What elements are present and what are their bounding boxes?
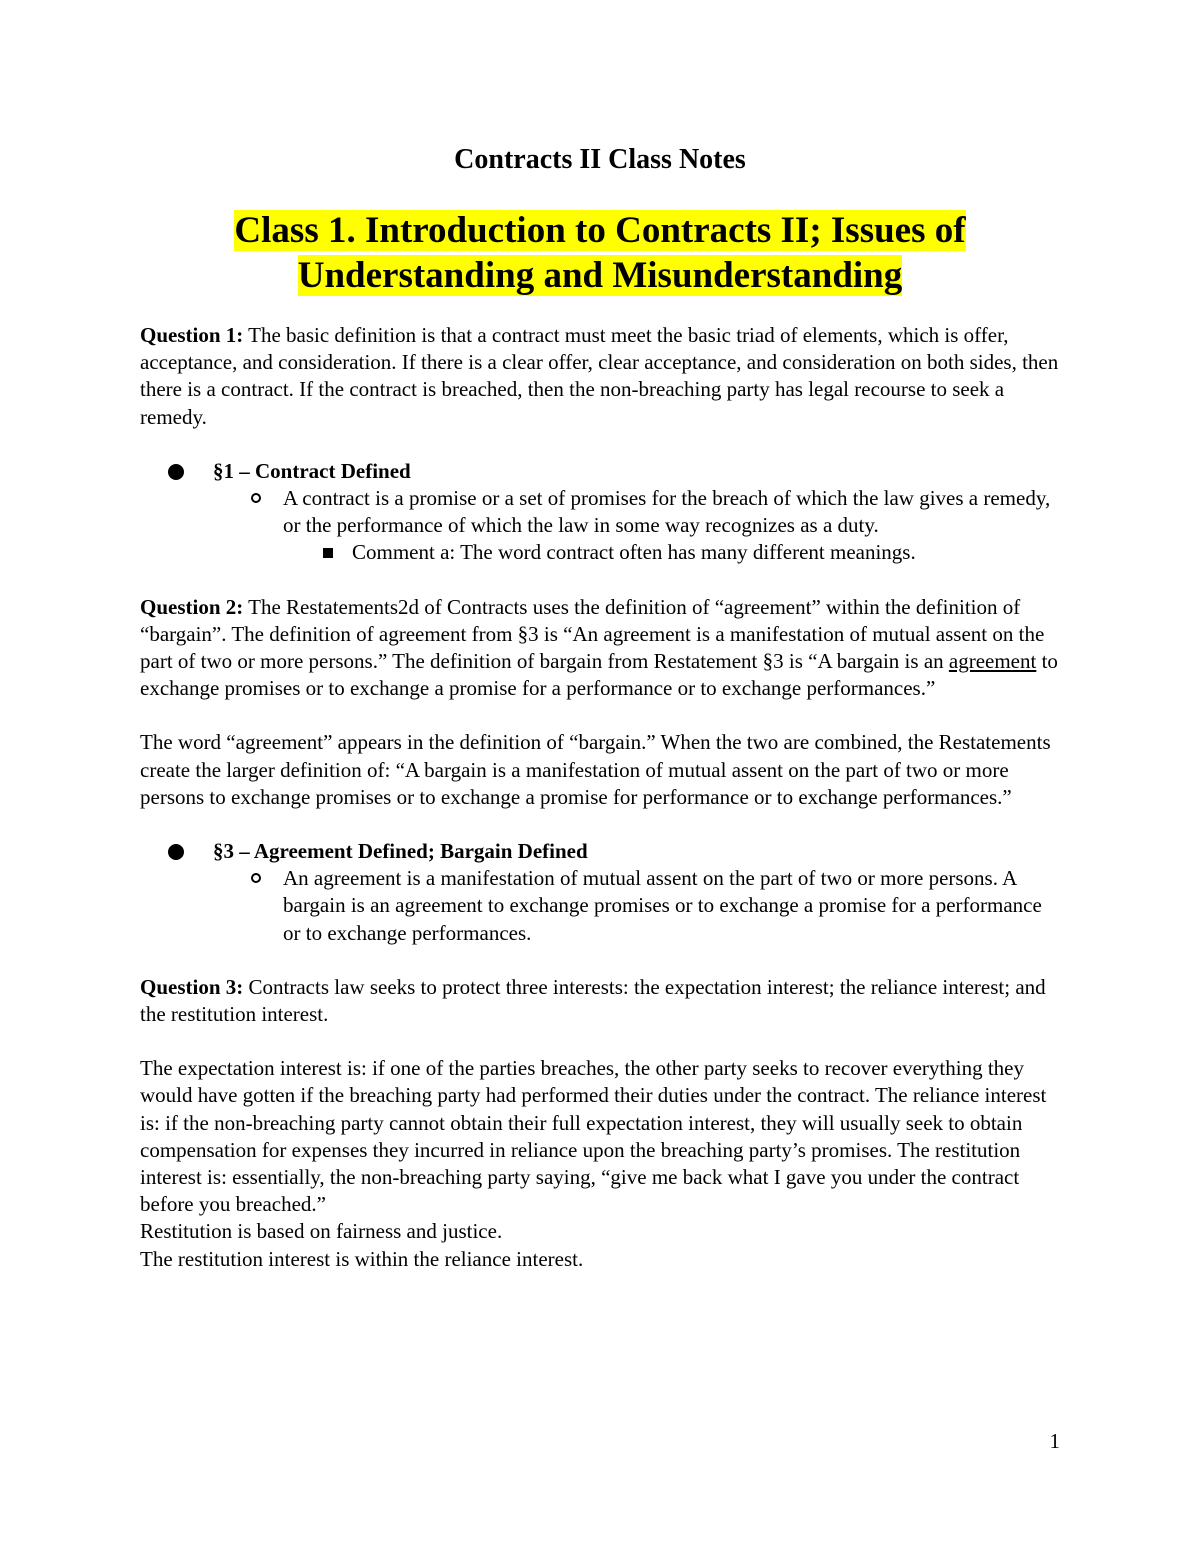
hollow-circle-bullet-icon [251, 493, 261, 503]
section-1-subitem [140, 485, 1065, 539]
question-3-line-4: The restitution interest is within the reliance interest. [140, 1246, 584, 1271]
section-1-comment [140, 539, 1065, 566]
document-title: Contracts II Class Notes [454, 144, 746, 175]
filled-circle-bullet-icon [168, 464, 184, 480]
section-3-subitem-text: An agreement is a manifestation of mutual assent on the part of two or more persons. A bargain is an agreement to exchange promises or to exchange a promise for a performance or to exchange performances. [283, 866, 1042, 945]
filled-circle-bullet-icon [168, 844, 184, 860]
question-3-line-3: Restitution is based on fairness and justice. [140, 1219, 503, 1244]
section-3-subitem [140, 865, 1065, 947]
class-heading-line-1: Class 1. Introduction to Contracts II; Issues of [234, 210, 966, 251]
question-1-text: The basic definition is that a contract must meet the basic triad of elements, which is offer, acceptance, and consideration. If there is a clear offer, clear acceptance, and consideration on both sides, then there is a contract. If the contract is breached, then the non-breaching party has legal recourse to seek a remedy. [140, 323, 1059, 429]
section-1-bullet [140, 458, 1065, 485]
class-heading-line-2: Understanding and Misunderstanding [297, 255, 903, 296]
question-2-text-a: The Restatements2d of Contracts uses the definition of “agreement” within the definition of “bargain”. The definition of agreement from §3 is “An agreement is a manifestation of mutual assent on the part of two or more persons.” The definition of bargain from Restatement §3 is “A bargain is an [140, 594, 1045, 674]
section-1-heading: §1 – Contract Defined [213, 458, 411, 483]
question-2-text-b: to exchange promises or to exchange a promise for a performance or to exchange performances.” [140, 649, 1058, 701]
question-3-paragraph-2: The expectation interest is: if one of the parties breaches, the other party seeks to recover everything they would have gotten if the breaching party had performed their duties under the contract. The reliance interest is: if the non-breaching party cannot obtain their full expectation interest, they will usually seek to obtain compensation for expenses they incurred in reliance upon the breaching party’s promises. The restitution interest is: essentially, the non-breaching party saying, “give me back what I gave you under the contract before you breached.” [140, 1056, 1047, 1217]
question-1-label: Question 1: [140, 323, 244, 347]
section-1-comment-text: Comment a: The word contract often has many different meanings. [352, 540, 916, 565]
question-2-label: Question 2: [140, 594, 244, 619]
question-3-text: Contracts law seeks to protect three interests: the expectation interest; the reliance interest; and the restitution interest. [140, 974, 1046, 1027]
section-3-bullet [140, 838, 1065, 865]
page-number: 1 [1049, 1429, 1060, 1453]
question-2-paragraph-2: The word “agreement” appears in the definition of “bargain.” When the two are combined, the Restatements create the larger definition of: “A bargain is a manifestation of mutual assent on the part of two or more persons to exchange promises or to exchange a promise for performance or to exchange performances.” [140, 730, 1051, 809]
question-2-underlined-term: agreement [948, 649, 1037, 674]
question-3-label: Question 3: [140, 974, 244, 999]
question-3-paragraph [140, 974, 1065, 1028]
notes-body [140, 322, 1065, 1273]
class-heading [140, 208, 1060, 298]
question-2-paragraph [140, 594, 1065, 703]
section-3-heading: §3 – Agreement Defined; Bargain Defined [213, 839, 588, 864]
hollow-circle-bullet-icon [251, 873, 261, 883]
square-bullet-icon [323, 548, 333, 558]
section-1-subitem-text: A contract is a promise or a set of promises for the breach of which the law gives a remedy, or the performance of which the law in some way recognizes as a duty. [283, 486, 1051, 538]
question-1-paragraph [140, 322, 1065, 431]
